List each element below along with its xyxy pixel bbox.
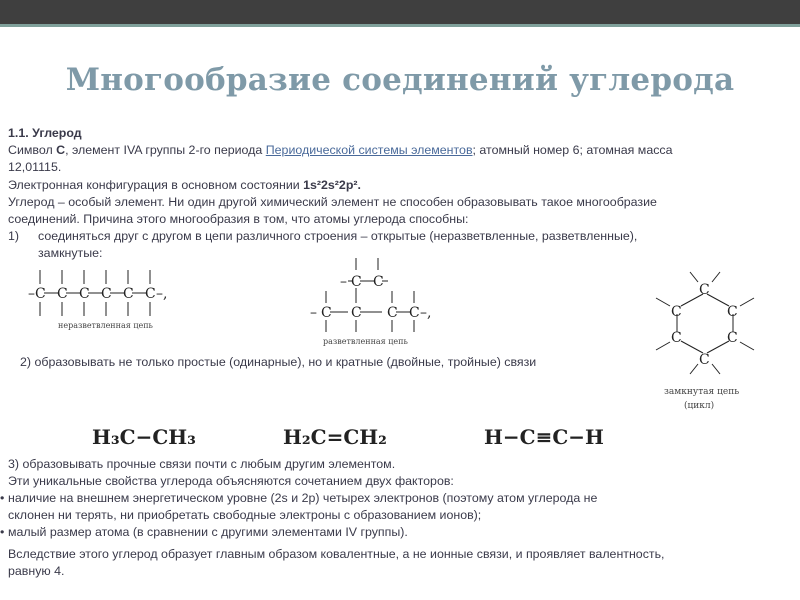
chain1-atom: C <box>57 286 68 302</box>
branched-chain-caption: разветвленная цепь <box>323 337 408 346</box>
list-item-3: 3) образовывать прочные связи почти с любым другим элементом. <box>8 457 396 471</box>
bullet-1-text-b: склонен ни терять, ни приобретать свободные электроны с образованием ионов); <box>8 508 482 522</box>
line1-middle: , элемент IVA группы 2-го периода <box>65 143 266 157</box>
summary-line: Эти уникальные свойства углерода объясняются сочетанием двух факторов: <box>8 474 454 488</box>
chain2-atom: C <box>351 305 362 321</box>
branch-start-bond: – <box>340 274 347 290</box>
ring-atom: C <box>699 352 710 368</box>
top-accent-line <box>0 24 800 27</box>
conclusion-line-a: Вследствие этого углерод образует главным образом ковалентные, а не ионные связи, и проявляет валентность, <box>8 547 665 561</box>
conclusion-line-b: равную 4. <box>8 564 65 578</box>
chain2-atom: C <box>409 305 420 321</box>
ring-caption: замкнутая цепь <box>664 387 740 397</box>
electron-configuration: 1s²2s²2p². <box>303 178 361 192</box>
chain1-atom: C <box>79 286 90 302</box>
carbon-ring-diagram <box>648 268 768 418</box>
ethane-formula: H₃C−CH₃ <box>92 425 196 449</box>
bullet-1-marker: • <box>0 491 5 505</box>
line3-prefix: Электронная конфигурация в основном состоянии <box>8 178 304 192</box>
list-item-1-text-b: замкнутые: <box>38 246 103 260</box>
ring-atom: C <box>727 330 738 346</box>
text-line-1 <box>8 142 673 159</box>
bullet-2-text: малый размер атома (в сравнении с другими элементами IV группы). <box>8 525 408 539</box>
ring-atom: C <box>671 304 682 320</box>
ring-atom: C <box>699 282 710 298</box>
text-line-4: Углерод – особый элемент. Ни один другой химический элемент не способен образовывать такое многообразие <box>8 195 657 209</box>
list-item-2: 2) образовывать не только простые (одинарные), но и кратные (двойные, тройные) связи <box>20 355 537 369</box>
branched-chain-diagram <box>308 256 448 352</box>
chain1-atom: C <box>35 286 46 302</box>
chain1-atom: C <box>145 286 156 302</box>
chain-start-bond: – <box>28 286 35 302</box>
line1-suffix: ; атомный номер 6; атомная масса <box>472 143 673 157</box>
section-heading: 1.1. Углерод <box>8 126 82 140</box>
unbranched-chain-caption: неразветвленная цепь <box>58 321 153 330</box>
text-line-2: 12,01115. <box>8 160 62 174</box>
chain2-atom: C <box>321 305 332 321</box>
branch-main-start-bond: – <box>310 305 317 321</box>
line1-prefix: Символ <box>8 143 57 157</box>
ring-atom: C <box>727 304 738 320</box>
unbranched-chain-diagram <box>28 266 198 334</box>
bullet-1-text-a: наличие на внешнем энергетическом уровне (2s и 2p) четырех электронов (поэтому атом углерода не <box>8 491 598 505</box>
chain1-atom: C <box>101 286 112 302</box>
chain1-atom: C <box>123 286 134 302</box>
top-bar <box>0 0 800 24</box>
ethene-formula: H₂C=CH₂ <box>283 425 387 449</box>
periodic-table-link[interactable]: Периодической системы элементов <box>265 143 473 157</box>
text-line-5: соединений. Причина этого многообразия в том, что атомы углерода способны: <box>8 212 469 226</box>
chain-end-bond: –, <box>156 286 168 302</box>
text-line-3 <box>8 177 361 194</box>
slide-title: Многообразие соединений углерода <box>65 62 735 98</box>
chain2-atom: C <box>373 274 384 290</box>
bullet-2-marker: • <box>0 525 5 539</box>
branch-end-bond: –, <box>420 305 432 321</box>
carbon-symbol: C <box>56 143 66 157</box>
list-item-1-text-a: соединяться друг с другом в цепи различного строения – открытые (неразветвленные, разветвленные), <box>38 229 638 243</box>
chain2-atom: C <box>351 274 362 290</box>
ring-caption-cycle: (цикл) <box>684 401 715 411</box>
ethyne-formula: H−C≡C−H <box>484 425 604 449</box>
chain2-atom: C <box>387 305 398 321</box>
list-item-1-number: 1) <box>8 229 20 243</box>
ring-atom: C <box>671 330 682 346</box>
